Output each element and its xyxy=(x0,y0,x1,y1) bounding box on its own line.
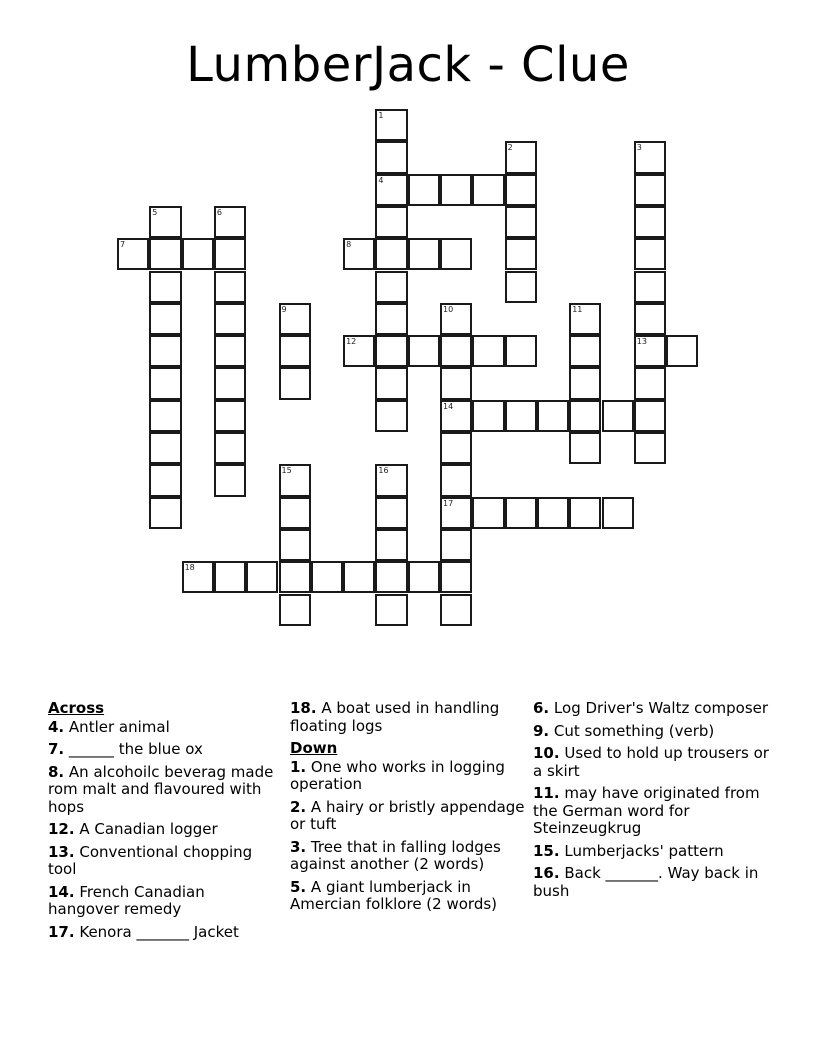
clue-text: Used to hold up trousers or a skirt xyxy=(533,744,769,780)
clue-text: A hairy or bristly appendage or tuft xyxy=(290,797,525,833)
clue-down-9 xyxy=(533,723,769,741)
grid-cell[interactable] xyxy=(214,238,246,270)
clue-column-1 xyxy=(48,700,280,946)
grid-cell[interactable] xyxy=(117,238,149,270)
clue-down-11 xyxy=(533,785,769,838)
grid-cell[interactable] xyxy=(375,594,407,626)
clue-text: Antler animal xyxy=(68,717,170,736)
clue-number: 4. xyxy=(48,717,65,736)
grid-cell[interactable] xyxy=(634,271,666,303)
cell-number: 12 xyxy=(346,337,357,347)
clue-across-13 xyxy=(48,844,280,879)
grid-cell[interactable] xyxy=(375,529,407,561)
grid-cell[interactable] xyxy=(214,303,246,335)
grid-cell[interactable] xyxy=(505,335,537,367)
grid-cell[interactable] xyxy=(149,303,181,335)
grid-cell[interactable] xyxy=(505,400,537,432)
clue-number: 17. xyxy=(48,922,75,941)
clue-text: Tree that in falling lodges against another (2 words) xyxy=(290,837,501,873)
grid-cell[interactable] xyxy=(149,271,181,303)
cell-number: 18 xyxy=(184,563,195,573)
grid-cell[interactable] xyxy=(440,303,472,335)
clue-number: 10. xyxy=(533,744,560,762)
grid-cell[interactable] xyxy=(537,400,569,432)
cell-number: 3 xyxy=(636,143,642,153)
grid-cell[interactable] xyxy=(279,561,311,593)
clue-number: 11. xyxy=(533,784,560,802)
grid-cell[interactable] xyxy=(440,594,472,626)
cell-number: 1 xyxy=(378,111,384,120)
clue-number: 18. xyxy=(290,699,317,717)
grid-cell[interactable] xyxy=(472,174,504,206)
clue-number: 8. xyxy=(48,762,65,781)
cell-number: 9 xyxy=(281,304,287,314)
clue-number: 16. xyxy=(533,864,560,882)
grid-cell[interactable] xyxy=(505,141,537,173)
cell-number: 15 xyxy=(281,466,292,476)
grid-cell[interactable] xyxy=(440,561,472,593)
cell-number: 6 xyxy=(216,207,222,217)
clue-down-5 xyxy=(290,879,526,914)
clue-number: 1. xyxy=(290,757,307,776)
grid-cell[interactable] xyxy=(149,206,181,238)
grid-cell[interactable] xyxy=(279,497,311,529)
grid-cell[interactable] xyxy=(440,367,472,399)
grid-cell[interactable] xyxy=(634,400,666,432)
grid-cell[interactable] xyxy=(440,238,472,270)
clue-number: 2. xyxy=(290,797,307,816)
cell-number: 8 xyxy=(346,240,352,250)
grid-cell[interactable] xyxy=(634,367,666,399)
cell-number: 10 xyxy=(443,304,454,314)
grid-cell[interactable] xyxy=(214,271,246,303)
grid-cell[interactable] xyxy=(214,367,246,399)
clue-text: French Canadian hangover remedy xyxy=(48,882,205,918)
grid-cell[interactable] xyxy=(408,238,440,270)
clue-across-17 xyxy=(48,924,280,942)
grid-cell[interactable] xyxy=(149,238,181,270)
across-heading: Across xyxy=(48,699,105,717)
grid-cell[interactable] xyxy=(182,238,214,270)
grid-cell[interactable] xyxy=(634,432,666,464)
grid-cell[interactable] xyxy=(634,238,666,270)
grid-cell[interactable] xyxy=(214,464,246,496)
grid-cell[interactable] xyxy=(505,174,537,206)
grid-cell[interactable] xyxy=(279,335,311,367)
grid-cell[interactable] xyxy=(214,206,246,238)
grid-cell[interactable] xyxy=(602,400,634,432)
clue-text: A boat used in handling floating logs xyxy=(290,699,500,735)
cell-number: 2 xyxy=(507,143,513,153)
clue-text: Lumberjacks' pattern xyxy=(564,841,724,860)
clue-text: Log Driver's Waltz composer xyxy=(553,699,769,717)
clue-down-15 xyxy=(533,843,769,861)
grid-cell[interactable] xyxy=(634,303,666,335)
grid-cell[interactable] xyxy=(505,206,537,238)
grid-cell[interactable] xyxy=(279,367,311,399)
grid-cell[interactable] xyxy=(375,497,407,529)
grid-cell[interactable] xyxy=(440,400,472,432)
grid-cell[interactable] xyxy=(537,497,569,529)
clue-across-12 xyxy=(48,821,280,839)
grid-cell[interactable] xyxy=(214,432,246,464)
grid-cell[interactable] xyxy=(279,303,311,335)
clue-across-7 xyxy=(48,741,280,759)
grid-cell[interactable] xyxy=(440,335,472,367)
cell-number: 5 xyxy=(152,207,158,217)
clue-text: A Canadian logger xyxy=(79,820,218,838)
clue-down-6 xyxy=(533,700,769,718)
grid-cell[interactable] xyxy=(569,432,601,464)
grid-cell[interactable] xyxy=(375,174,407,206)
clue-down-2 xyxy=(290,799,526,834)
clue-down-3 xyxy=(290,839,526,874)
grid-cell[interactable] xyxy=(343,335,375,367)
grid-cell[interactable] xyxy=(182,561,214,593)
grid-cell[interactable] xyxy=(569,400,601,432)
grid-cell[interactable] xyxy=(666,335,698,367)
clue-text: One who works in logging operation xyxy=(290,757,505,793)
grid-cell[interactable] xyxy=(440,174,472,206)
grid-cell[interactable] xyxy=(375,238,407,270)
cell-number: 7 xyxy=(120,240,126,250)
grid-cell[interactable] xyxy=(472,400,504,432)
grid-cell[interactable] xyxy=(602,497,634,529)
clue-text: may have originated from the German word for Steinzeugkrug xyxy=(533,784,760,837)
grid-cell[interactable] xyxy=(214,335,246,367)
grid-cell[interactable] xyxy=(375,303,407,335)
clue-number: 9. xyxy=(533,721,550,740)
clue-number: 15. xyxy=(533,841,560,860)
clue-column-2 xyxy=(290,700,526,919)
cell-number: 13 xyxy=(636,337,647,347)
grid-cell[interactable] xyxy=(279,529,311,561)
clue-across-4 xyxy=(48,719,280,737)
cell-number: 4 xyxy=(378,175,384,185)
grid-cell[interactable] xyxy=(343,238,375,270)
grid-cell[interactable] xyxy=(375,141,407,173)
grid-cell[interactable] xyxy=(634,141,666,173)
grid-cell[interactable] xyxy=(408,174,440,206)
grid-cell[interactable] xyxy=(375,335,407,367)
grid-cell[interactable] xyxy=(375,464,407,496)
clue-down-10 xyxy=(533,745,769,780)
clue-across-18 xyxy=(290,700,526,735)
clue-text: ______ the blue ox xyxy=(68,740,203,758)
grid-cell[interactable] xyxy=(634,174,666,206)
clue-text: A giant lumberjack in Amercian folklore (2 words) xyxy=(290,877,498,913)
grid-cell[interactable] xyxy=(472,335,504,367)
grid-cell[interactable] xyxy=(634,335,666,367)
cell-number: 17 xyxy=(443,498,454,508)
grid-cell[interactable] xyxy=(149,432,181,464)
cell-number: 11 xyxy=(572,304,583,314)
grid-cell[interactable] xyxy=(279,594,311,626)
clue-column-3 xyxy=(533,700,769,905)
clue-text: Conventional chopping tool xyxy=(48,842,253,878)
grid-cell[interactable] xyxy=(569,497,601,529)
grid-cell[interactable] xyxy=(440,432,472,464)
grid-cell[interactable] xyxy=(149,367,181,399)
grid-cell[interactable] xyxy=(375,561,407,593)
cell-number: 16 xyxy=(378,466,389,476)
grid-cell[interactable] xyxy=(569,335,601,367)
grid-cell[interactable] xyxy=(408,561,440,593)
grid-cell[interactable] xyxy=(311,561,343,593)
cell-number: 14 xyxy=(443,401,454,411)
grid-cell[interactable] xyxy=(634,206,666,238)
grid-cell[interactable] xyxy=(440,529,472,561)
grid-cell[interactable] xyxy=(375,400,407,432)
clue-number: 12. xyxy=(48,820,75,838)
grid-cell[interactable] xyxy=(343,561,375,593)
grid-cell[interactable] xyxy=(149,464,181,496)
grid-cell[interactable] xyxy=(505,238,537,270)
grid-cell[interactable] xyxy=(214,400,246,432)
grid-cell[interactable] xyxy=(149,400,181,432)
clue-number: 3. xyxy=(290,837,307,856)
grid-cell[interactable] xyxy=(375,367,407,399)
clue-number: 13. xyxy=(48,842,75,861)
grid-cell[interactable] xyxy=(440,497,472,529)
clue-number: 7. xyxy=(48,740,65,758)
grid-cell[interactable] xyxy=(408,335,440,367)
grid-cell[interactable] xyxy=(279,464,311,496)
grid-cell[interactable] xyxy=(505,271,537,303)
grid-cell[interactable] xyxy=(375,206,407,238)
grid-cell[interactable] xyxy=(246,561,278,593)
clue-down-16 xyxy=(533,865,769,900)
grid-cell[interactable] xyxy=(472,497,504,529)
clue-number: 6. xyxy=(533,699,550,717)
clue-down-1 xyxy=(290,759,526,794)
grid-cell[interactable] xyxy=(375,109,407,141)
clue-number: 14. xyxy=(48,882,75,901)
grid-cell[interactable] xyxy=(505,497,537,529)
clue-text: Back _______. Way back in bush xyxy=(533,864,759,900)
grid-cell[interactable] xyxy=(375,271,407,303)
grid-cell[interactable] xyxy=(440,464,472,496)
grid-cell[interactable] xyxy=(149,335,181,367)
clue-across-14 xyxy=(48,884,280,919)
clue-text: Kenora _______ Jacket xyxy=(79,922,239,941)
grid-cell[interactable] xyxy=(569,303,601,335)
clue-text: An alcohoilc beverag made rom malt and flavoured with hops xyxy=(48,762,274,816)
grid-cell[interactable] xyxy=(214,561,246,593)
clue-text: Cut something (verb) xyxy=(553,721,715,740)
grid-cell[interactable] xyxy=(569,367,601,399)
down-heading: Down xyxy=(290,739,338,757)
clue-number: 5. xyxy=(290,877,307,896)
clue-across-8 xyxy=(48,764,280,817)
puzzle-title: LumberJack - Clue xyxy=(186,37,630,93)
grid-cell[interactable] xyxy=(149,497,181,529)
